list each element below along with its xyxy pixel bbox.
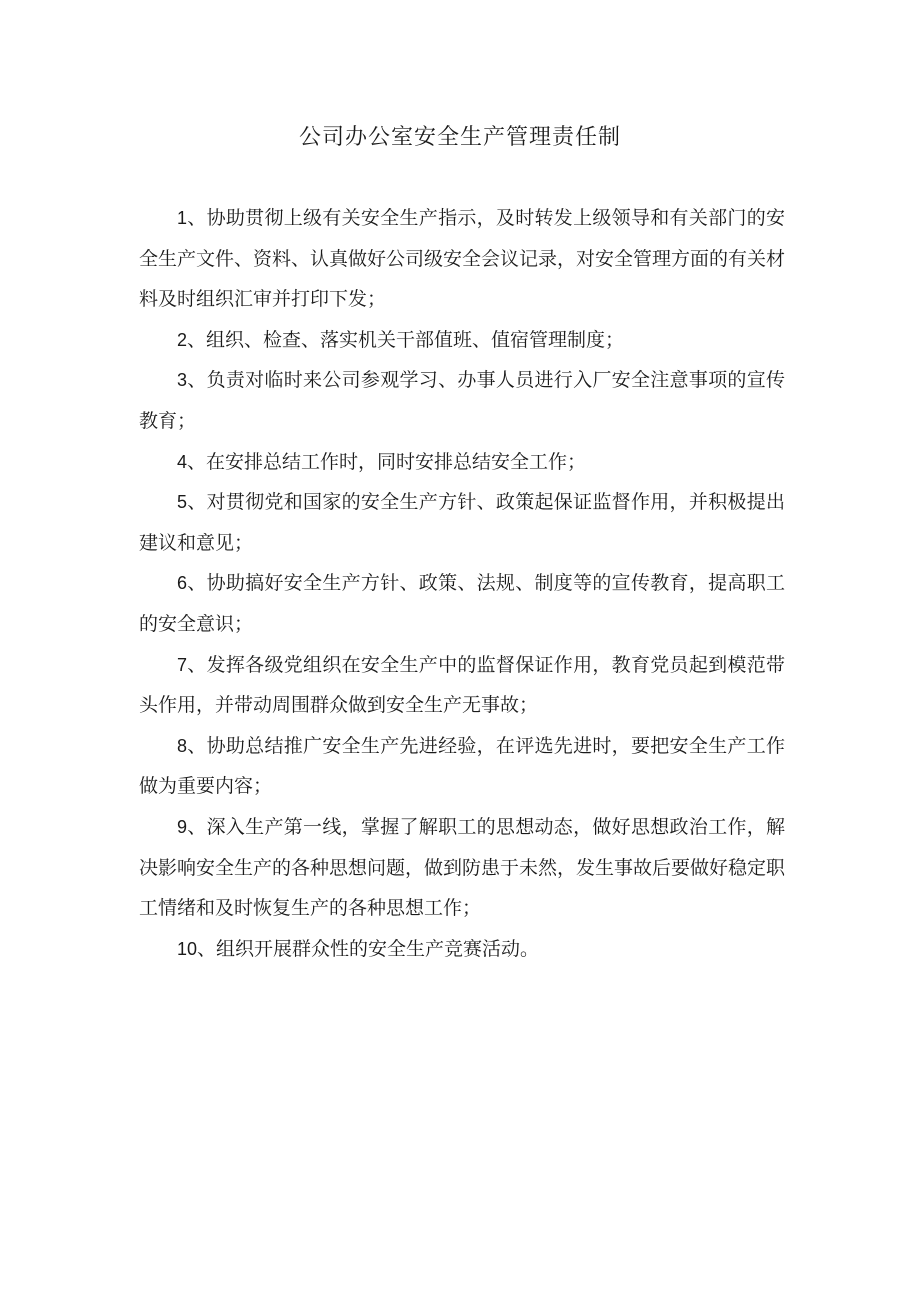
- list-item: [139, 198, 785, 320]
- list-item: [139, 320, 785, 361]
- list-item: [139, 442, 785, 483]
- item-number: 5: [177, 492, 188, 513]
- document-body: [139, 198, 785, 969]
- item-number: 2: [177, 329, 188, 350]
- item-text: 、组织、检查、落实机关干部值班、值宿管理制度；: [187, 328, 625, 351]
- list-item: [139, 482, 785, 563]
- item-text: 、发挥各级党组织在安全生产中的监督保证作用，教育党员起到模范带头作用，并带动周围群众做到安全生产无事故；: [139, 653, 785, 717]
- item-text: 、协助贯彻上级有关安全生产指示，及时转发上级领导和有关部门的安全生产文件、资料、认真做好公司级安全会议记录，对安全管理方面的有关材料及时组织汇审并打印下发；: [139, 207, 786, 311]
- list-item: [139, 929, 785, 970]
- item-text: 、深入生产第一线，掌握了解职工的思想动态，做好思想政治工作，解决影响安全生产的各种思想问题，做到防患于未然，发生事故后要做好稳定职工情绪和及时恢复生产的各种思想工作；: [139, 815, 786, 920]
- item-text: 、对贯彻党和国家的安全生产方针、政策起保证监督作用，并积极提出建议和意见；: [139, 491, 785, 554]
- document-title: 公司办公室安全生产管理责任制: [298, 125, 621, 150]
- item-text: 、协助搞好安全生产方针、政策、法规、制度等的宣传教育，提高职工的安全意识；: [139, 572, 785, 635]
- item-text: 、在安排总结工作时，同时安排总结安全工作；: [187, 450, 587, 473]
- list-item: [139, 726, 785, 807]
- item-text: 、负责对临时来公司参观学习、办事人员进行入厂安全注意事项的宣传教育；: [139, 369, 785, 432]
- list-item: [139, 360, 785, 441]
- list-item: [139, 645, 785, 726]
- item-number: 6: [177, 573, 188, 594]
- item-text: 、协助总结推广安全生产先进经验，在评选先进时，要把安全生产工作做为重要内容；: [139, 734, 785, 798]
- item-text: 、组织开展群众性的安全生产竞赛活动。: [197, 937, 540, 960]
- item-number: 3: [177, 370, 188, 391]
- item-number: 7: [177, 654, 188, 675]
- item-number: 4: [177, 451, 188, 472]
- item-number: 10: [177, 938, 198, 959]
- item-number: 9: [177, 816, 188, 837]
- list-item: [139, 563, 785, 644]
- list-item: [139, 807, 785, 929]
- item-number: 1: [177, 208, 188, 228]
- item-number: 8: [177, 735, 188, 756]
